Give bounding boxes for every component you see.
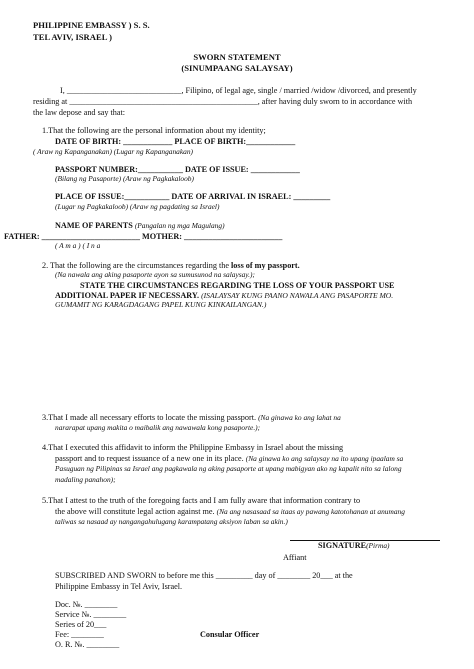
signature-label-row: SIGNATURE(Pirma) bbox=[318, 541, 390, 550]
section5-line-3: taliwas sa nasaad ay nangangahulugang karampatang aksiyon laban sa akin.) bbox=[55, 517, 288, 526]
jurat-line-2: Philippine Embassy in Tel Aviv, Israel. bbox=[55, 582, 183, 591]
document-subtitle: (SINUMPAANG SALAYSAY) bbox=[181, 63, 293, 73]
instruction-line-2: ADDITIONAL PAPER IF NECESSARY. (ISALAYSAY KUNG PAANO NAWALA ANG PASAPORTE MO. bbox=[55, 291, 394, 300]
section2-heading: 2. That the following are the circumstances regarding the loss of my passport. bbox=[42, 261, 300, 270]
section4-line-1: 4.That I executed this affidavit to inform the Philippine Embassy in Israel about the missing bbox=[42, 443, 344, 452]
passport-issue-row: PASSPORT NUMBER:___________ DATE OF ISSUE: ____________ bbox=[55, 165, 300, 174]
section4-line-4: madaling panahon); bbox=[55, 475, 116, 484]
service-number: Service №. ________ bbox=[55, 610, 127, 619]
section3-line-2: nararapat upang makita o maibalik ang nawawala kong pasaporte.); bbox=[55, 423, 261, 432]
section5-line-2: the above will constitute legal action against me. (Na ang nasasaad sa itaas ay pawang katotohanan at anumang bbox=[55, 507, 405, 516]
parents-row bbox=[55, 221, 225, 231]
intro-line-2: residing at ______________________________________________, after having duly sworn to in accordance with bbox=[33, 97, 413, 106]
intro-line-1: I, ____________________________, Filipino, of legal age, single / married /widow /divorced, and presently bbox=[60, 86, 417, 95]
parents-label: NAME OF PARENTS bbox=[55, 221, 133, 230]
consular-officer: Consular Officer bbox=[200, 630, 260, 639]
doc-number: Doc. №. ________ bbox=[55, 600, 118, 609]
section3-line-1: 3.That I made all necessary efforts to locate the missing passport. (Na ginawa ko ang lahat na bbox=[42, 413, 341, 422]
series-year: Series of 20___ bbox=[55, 620, 107, 629]
header-embassy: PHILIPPINE EMBASSY ) S. S. bbox=[33, 20, 150, 30]
section5-line-1: 5.That I attest to the truth of the foregoing facts and I am fully aware that information contrary to bbox=[42, 496, 361, 505]
affiant-label: Affiant bbox=[283, 553, 307, 562]
parents-translation: (Pangalan ng mga Magulang) bbox=[134, 221, 225, 230]
place-arrival-row: PLACE OF ISSUE:___________ DATE OF ARRIVAL IN ISRAEL: _________ bbox=[55, 192, 331, 201]
document-title: SWORN STATEMENT bbox=[193, 52, 281, 62]
section4-line-3: Pasuguan ng Pilipinas sa Israel ang pagkawala ng aking pasaporte at upang mabigyan ako ng kapalit nito sa lalong bbox=[55, 464, 402, 473]
passport-issue-translation: (Bilang ng Pasaporte) (Araw ng Pagkakaloob) bbox=[55, 174, 194, 183]
section4-line-2: passport and to request issuance of a new one in its place. (Na ginawa ko ang salaysay na ito upang ipaalam sa bbox=[55, 454, 404, 463]
father-mother-row: FATHER: ________________________ MOTHER: ________________________ bbox=[4, 232, 283, 241]
intro-line-3: the law depose and say that: bbox=[33, 108, 126, 117]
section1-heading: 1.That the following are the personal information about my identity; bbox=[42, 126, 266, 135]
father-mother-translation: ( A m a ) ( I n a bbox=[55, 241, 101, 250]
instruction-line-3: GUMAMIT NG KARAGDAGANG PAPEL KUNG KINKAILANGAN.) bbox=[55, 300, 267, 309]
header-location: TEL AVIV, ISRAEL ) bbox=[33, 32, 112, 42]
dob-pob-translation: ( Araw ng Kapanganakan) (Lugar ng Kapanganakan) bbox=[33, 147, 193, 156]
or-number: O. R. №. ________ bbox=[55, 640, 120, 649]
fee: Fee: ________ bbox=[55, 630, 104, 639]
jurat-line-1: SUBSCRIBED AND SWORN to before me this _________ day of ________ 20___ at the bbox=[55, 571, 353, 580]
section2-translation: (Na nawala ang aking pasaporte ayon sa sumusunod na salaysay.); bbox=[55, 270, 255, 279]
place-arrival-translation: (Lugar ng Pagkakaloob) (Araw ng pagdating sa Israel) bbox=[55, 202, 220, 211]
dob-pob-row: DATE OF BIRTH: ____________ PLACE OF BIRTH:____________ bbox=[55, 137, 296, 146]
instruction-line-1: STATE THE CIRCUMSTANCES REGARDING THE LOSS OF YOUR PASSPORT USE bbox=[80, 281, 395, 290]
